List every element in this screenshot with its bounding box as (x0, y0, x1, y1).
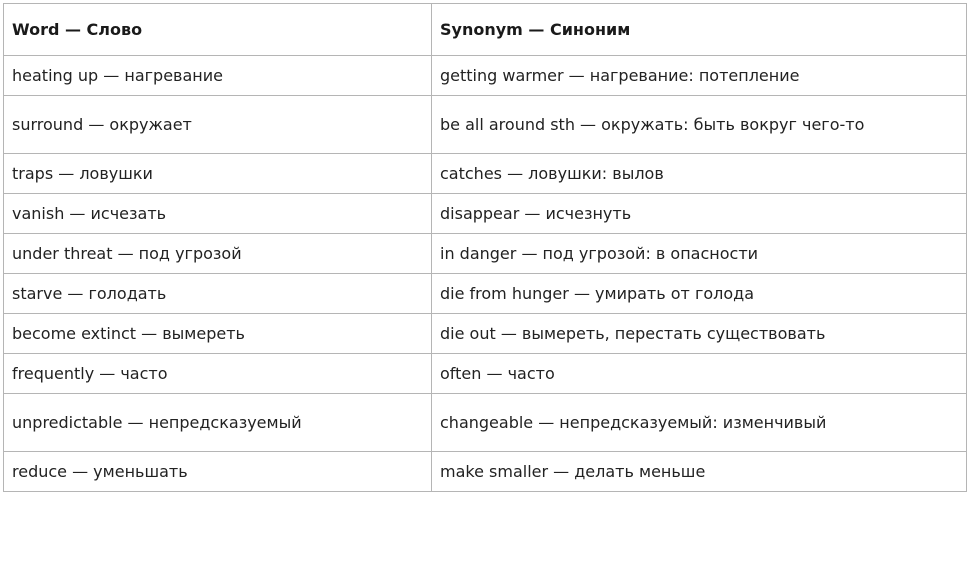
table-row (4, 394, 967, 452)
word-cell: traps — ловушки (4, 154, 432, 194)
word-cell: vanish — исчезать (4, 194, 432, 234)
word-cell: reduce — уменьшать (4, 452, 432, 492)
vocabulary-table (3, 3, 967, 492)
table-header-row (4, 4, 967, 56)
table-row (4, 56, 967, 96)
table-row (4, 154, 967, 194)
synonym-cell: changeable — непредсказуемый: изменчивый (432, 394, 967, 452)
vocabulary-table-container (3, 3, 966, 492)
table-row (4, 354, 967, 394)
synonym-cell: make smaller — делать меньше (432, 452, 967, 492)
synonym-cell: getting warmer — нагревание: потепление (432, 56, 967, 96)
table-row (4, 234, 967, 274)
synonym-cell: in danger — под угрозой: в опасности (432, 234, 967, 274)
table-row (4, 452, 967, 492)
table-row (4, 96, 967, 154)
synonym-cell: die from hunger — умирать от голода (432, 274, 967, 314)
word-cell: under threat — под угрозой (4, 234, 432, 274)
synonym-cell: die out — вымереть, перестать существовать (432, 314, 967, 354)
word-cell: frequently — часто (4, 354, 432, 394)
synonym-cell: be all around sth — окружать: быть вокруг чего-то (432, 96, 967, 154)
table-row (4, 314, 967, 354)
synonym-cell: catches — ловушки: вылов (432, 154, 967, 194)
synonym-cell: often — часто (432, 354, 967, 394)
word-cell: heating up — нагревание (4, 56, 432, 96)
synonym-cell: disappear — исчезнуть (432, 194, 967, 234)
table-row (4, 274, 967, 314)
column-header-synonym: Synonym — Синоним (432, 4, 967, 56)
column-header-word: Word — Слово (4, 4, 432, 56)
table-row (4, 194, 967, 234)
word-cell: starve — голодать (4, 274, 432, 314)
word-cell: unpredictable — непредсказуемый (4, 394, 432, 452)
word-cell: surround — окружает (4, 96, 432, 154)
word-cell: become extinct — вымереть (4, 314, 432, 354)
